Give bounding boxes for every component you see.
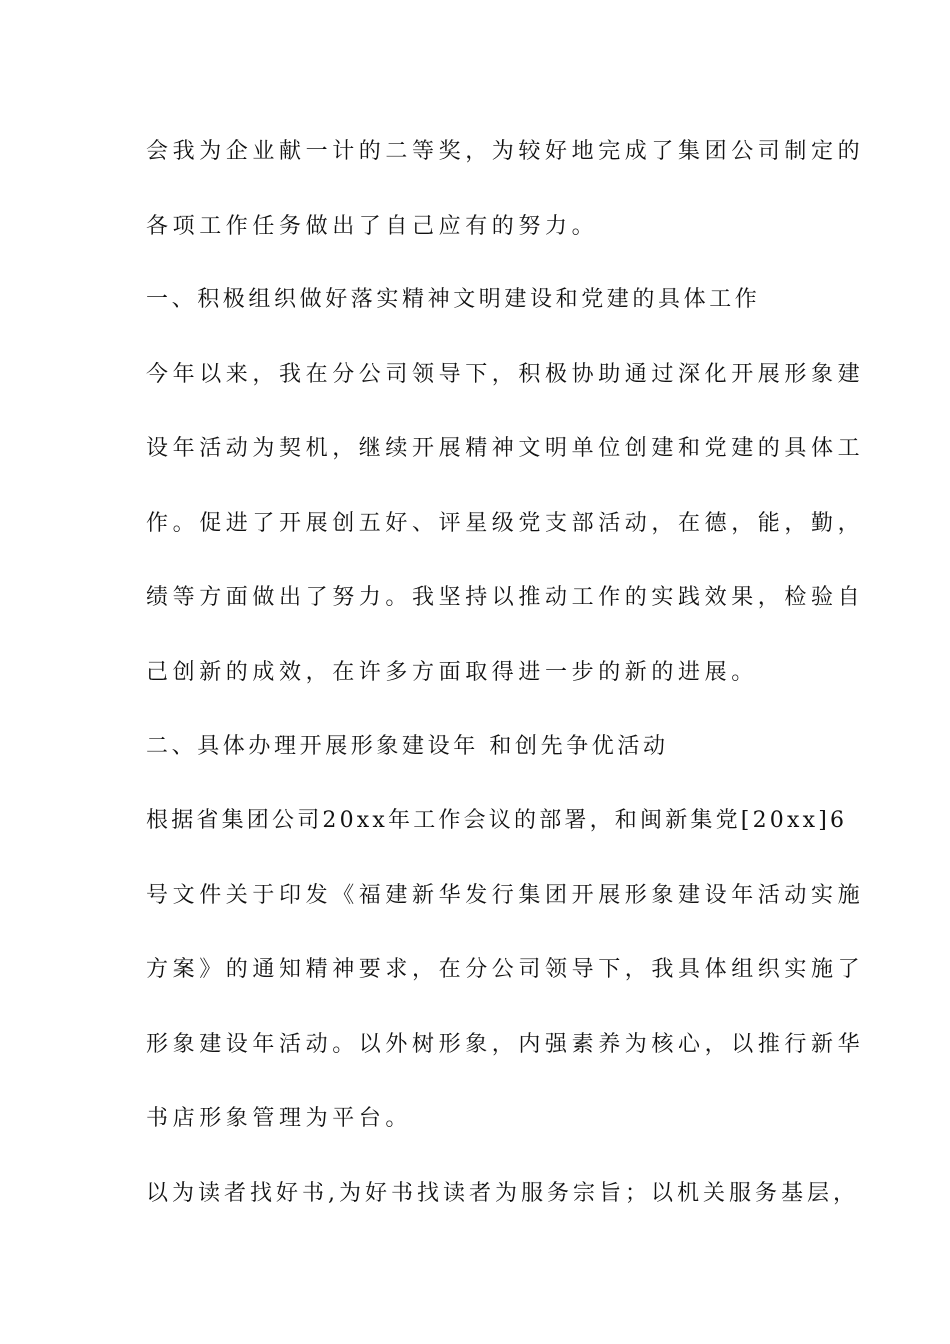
paragraph-line-11: 形象建设年活动。以外树形象，内强素养为核心，以推行新华 [146,1032,865,1057]
paragraph-line-7: 己创新的成效，在许多方面取得进一步的新的进展。 [146,660,758,685]
paragraph-line-1: 会我为企业献一计的二等奖，为较好地完成了集团公司制定的 [146,139,865,164]
paragraph-line-2: 各项工作任务做出了自己应有的努力。 [146,214,599,239]
section-heading-1: 一、积极组织做好落实精神文明建设和党建的具体工作 [146,287,761,312]
paragraph-line-10: 方案》的通知精神要求，在分公司领导下，我具体组织实施了 [146,957,865,982]
paragraph-line-6: 绩等方面做出了努力。我坚持以推动工作的实践效果，检验自 [146,585,865,610]
section-heading-2: 二、具体办理开展形象建设年 和创先争优活动 [146,734,669,759]
paragraph-line-8: 根据省集团公司20xx年工作会议的部署，和闽新集党[20xx]6 [146,808,848,833]
paragraph-line-12: 书店形象管理为平台。 [146,1106,413,1131]
paragraph-line-5: 作。促进了开展创五好、评星级党支部活动，在德，能，勤， [146,511,865,536]
paragraph-line-13: 以为读者找好书,为好书找读者为服务宗旨；以机关服务基层， [146,1181,859,1206]
paragraph-line-9: 号文件关于印发《福建新华发行集团开展形象建设年活动实施 [146,883,865,908]
paragraph-line-4: 设年活动为契机，继续开展精神文明单位创建和党建的具体工 [146,436,865,461]
paragraph-line-3: 今年以来，我在分公司领导下，积极协助通过深化开展形象建 [146,362,865,387]
